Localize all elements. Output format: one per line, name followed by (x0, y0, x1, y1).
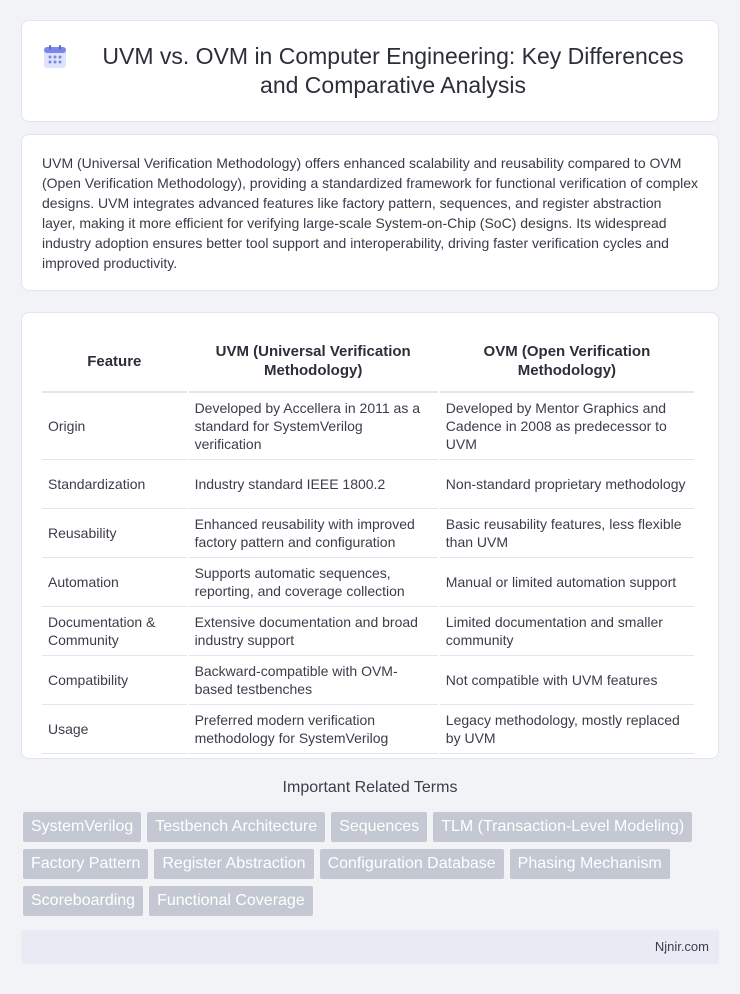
ovm-cell: Manual or limited automation support (440, 558, 694, 607)
feature-cell: Standardization (42, 460, 187, 509)
related-terms-title: Important Related Terms (282, 779, 458, 796)
feature-cell: Compatibility (42, 656, 187, 705)
ovm-cell: Basic reusability features, less flexible than UVM (440, 509, 694, 558)
table-row (42, 460, 694, 509)
feature-cell: Automation (42, 558, 187, 607)
feature-cell: Usage (42, 705, 187, 754)
table-row (42, 558, 694, 607)
uvm-cell: Industry standard IEEE 1800.2 (189, 460, 438, 509)
tag-tlm[interactable]: TLM (Transaction-Level Modeling) (433, 812, 692, 842)
uvm-cell: Extensive documentation and broad industry support (189, 607, 438, 656)
uvm-cell: Preferred modern verification methodology for SystemVerilog (189, 705, 438, 754)
ovm-cell: Limited documentation and smaller community (440, 607, 694, 656)
tag-factory-pattern[interactable]: Factory Pattern (23, 849, 148, 879)
intro-paragraph: UVM (Universal Verification Methodology) offers enhanced scalability and reusability compared to OVM (Open Verification Methodology), providing a standardized framework for functional verification of complex designs. UVM integrates advanced features like factory pattern, sequences, and register abstraction layer, making it more efficient for verifying large-scale System-on-Chip (SoC) designs. Its widespread industry adoption ensures better tool support and interoperability, driving faster verification cycles and improved productivity. (42, 155, 698, 271)
calendar-icon (42, 44, 68, 70)
tag-functional-coverage[interactable]: Functional Coverage (149, 886, 313, 916)
header-ovm: OVM (Open Verification Methodology) (440, 331, 694, 393)
ovm-cell: Not compatible with UVM features (440, 656, 694, 705)
tag-configuration-database[interactable]: Configuration Database (320, 849, 504, 879)
table-row (42, 393, 694, 460)
feature-cell: Origin (42, 393, 187, 460)
table-row (42, 656, 694, 705)
tag-register-abstraction[interactable]: Register Abstraction (154, 849, 313, 879)
page-title: UVM vs. OVM in Computer Engineering: Key Differences and Comparative Analysis (102, 43, 684, 98)
ovm-cell: Non-standard proprietary methodology (440, 460, 694, 509)
footer-site[interactable]: Njnir.com (654, 939, 709, 954)
tag-sequences[interactable]: Sequences (331, 812, 427, 842)
tag-scoreboarding[interactable]: Scoreboarding (23, 886, 143, 916)
feature-cell: Reusability (42, 509, 187, 558)
feature-cell: Documentation & Community (42, 607, 187, 656)
header-uvm: UVM (Universal Verification Methodology) (189, 331, 438, 393)
title-row (22, 21, 718, 121)
uvm-cell: Enhanced reusability with improved factory pattern and configuration (189, 509, 438, 558)
table-row (42, 607, 694, 656)
table-row (42, 705, 694, 754)
tag-phasing-mechanism[interactable]: Phasing Mechanism (510, 849, 670, 879)
tag-systemverilog[interactable]: SystemVerilog (23, 812, 141, 842)
uvm-cell: Backward-compatible with OVM-based testbenches (189, 656, 438, 705)
uvm-cell: Developed by Accellera in 2011 as a standard for SystemVerilog verification (189, 393, 438, 460)
related-terms-tags (23, 812, 723, 916)
footer (21, 930, 719, 964)
table-header-row (42, 331, 694, 393)
title-card (21, 20, 719, 122)
comparison-card (21, 312, 719, 759)
comparison-table (40, 331, 696, 754)
ovm-cell: Developed by Mentor Graphics and Cadence in 2008 as predecessor to UVM (440, 393, 694, 460)
ovm-cell: Legacy methodology, mostly replaced by UVM (440, 705, 694, 754)
uvm-cell: Supports automatic sequences, reporting, and coverage collection (189, 558, 438, 607)
tag-testbench-architecture[interactable]: Testbench Architecture (147, 812, 325, 842)
table-row (42, 509, 694, 558)
intro-card (21, 134, 719, 291)
header-feature: Feature (42, 331, 187, 393)
